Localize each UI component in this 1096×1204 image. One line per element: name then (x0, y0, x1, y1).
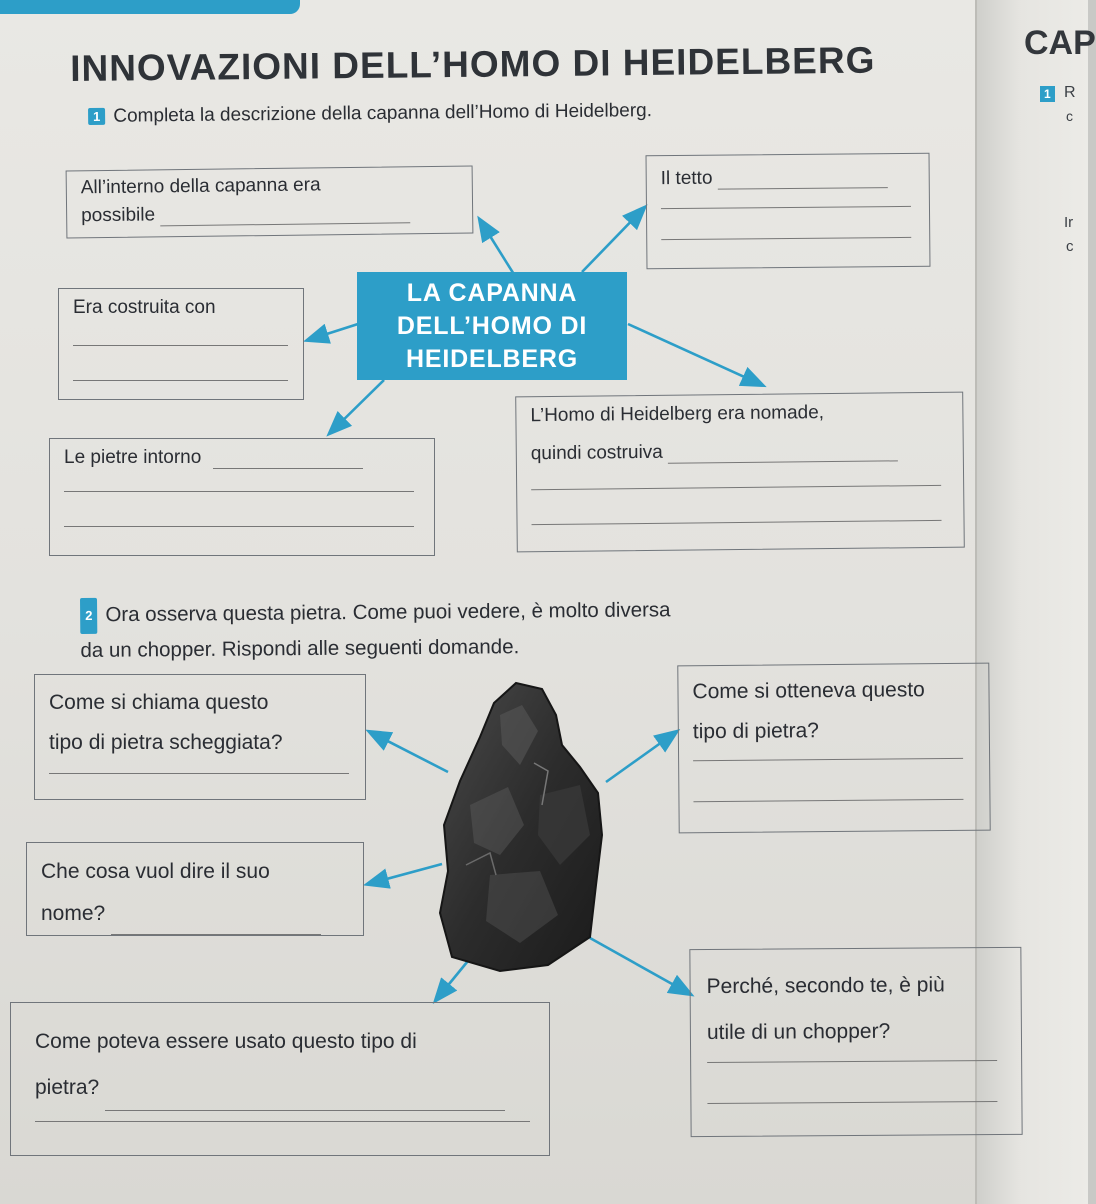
exercise2-instruction (80, 593, 671, 668)
box-built (58, 288, 304, 400)
box-stone-meaning-line1: Che cosa vuol dire il suo (41, 860, 270, 883)
box-roof (646, 153, 931, 269)
box-stone-usage (10, 1002, 550, 1156)
box-stone-name-line2: tipo di pietra scheggiata? (49, 731, 283, 754)
box-stone-meaning-line2: nome? (41, 902, 106, 925)
answer-blank[interactable] (531, 486, 941, 525)
box-nomad-line2: quindi costruiva (530, 441, 663, 465)
side-letter: R (1064, 84, 1076, 101)
page-title: INNOVAZIONI DELL’HOMO DI HEIDELBERG (70, 39, 876, 89)
exercise1-number: 1 (88, 108, 105, 125)
answer-blank[interactable] (49, 763, 349, 774)
box-stone-better (689, 947, 1022, 1137)
box-nomad-line1: L’Homo di Heidelberg era nomade, (530, 402, 825, 427)
answer-blank[interactable] (213, 468, 363, 469)
box-interior-line2: possibile (81, 204, 156, 227)
answer-blank[interactable] (73, 346, 288, 381)
box-stones-line1: Le pietre intorno (64, 447, 202, 468)
box-stones (49, 438, 435, 556)
chapter-tab: CAP (1024, 24, 1096, 62)
answer-blank[interactable] (693, 759, 963, 802)
answer-blank[interactable] (661, 207, 911, 240)
exercise1-instruction-text: Completa la descrizione della capanna dell’Homo di Heidelberg. (113, 100, 653, 127)
answer-blank[interactable] (105, 1080, 505, 1111)
answer-blank[interactable] (35, 1111, 530, 1122)
center-title-line: HEIDELBERG (406, 345, 578, 373)
box-stone-name (34, 674, 366, 800)
box-stone-obtain-line1: Come si otteneva questo (692, 678, 925, 704)
answer-blank[interactable] (73, 319, 288, 346)
answer-blank[interactable] (111, 904, 321, 935)
handaxe-stone-image (430, 675, 610, 975)
box-stone-obtain (677, 663, 990, 834)
box-stone-better-line2: utile di un chopper? (706, 1019, 891, 1045)
box-roof-line1: Il tetto (660, 167, 713, 190)
box-interior (66, 166, 474, 239)
answer-blank[interactable] (64, 492, 414, 527)
box-stone-better-line1: Perché, secondo te, è più (706, 973, 945, 999)
side-fragment: Ir (1064, 214, 1074, 231)
answer-blank[interactable] (64, 469, 414, 492)
side-fragment: c (1066, 108, 1073, 124)
box-built-line1: Era costruita con (73, 297, 216, 318)
center-title-line: LA CAPANNA (406, 279, 578, 307)
box-nomad (515, 392, 965, 553)
box-stone-name-line1: Come si chiama questo (49, 691, 269, 714)
center-title-box (357, 272, 627, 380)
box-interior-line1: All’interno della capanna era (80, 174, 321, 199)
center-title-line: DELL’HOMO DI (396, 312, 588, 340)
box-stone-meaning (26, 842, 364, 936)
side-badge: 1 (1040, 86, 1055, 102)
answer-blank[interactable] (707, 1061, 997, 1104)
box-stone-usage-line1: Come poteva essere usato questo tipo di (35, 1030, 417, 1053)
exercise2-instruction-line1: Ora osserva questa pietra. Come puoi vedere, è molto diversa (105, 598, 671, 627)
exercise2-instruction-line2: da un chopper. Rispondi alle seguenti domande. (80, 635, 520, 662)
box-stone-obtain-line2: tipo di pietra? (692, 719, 820, 744)
top-accent-band (0, 0, 300, 14)
side-fragment: c (1066, 238, 1074, 255)
answer-blank[interactable] (661, 188, 911, 209)
box-stone-usage-line2: pietra? (35, 1076, 100, 1099)
exercise2-number: 2 (80, 598, 98, 634)
answer-blank[interactable] (160, 222, 410, 226)
